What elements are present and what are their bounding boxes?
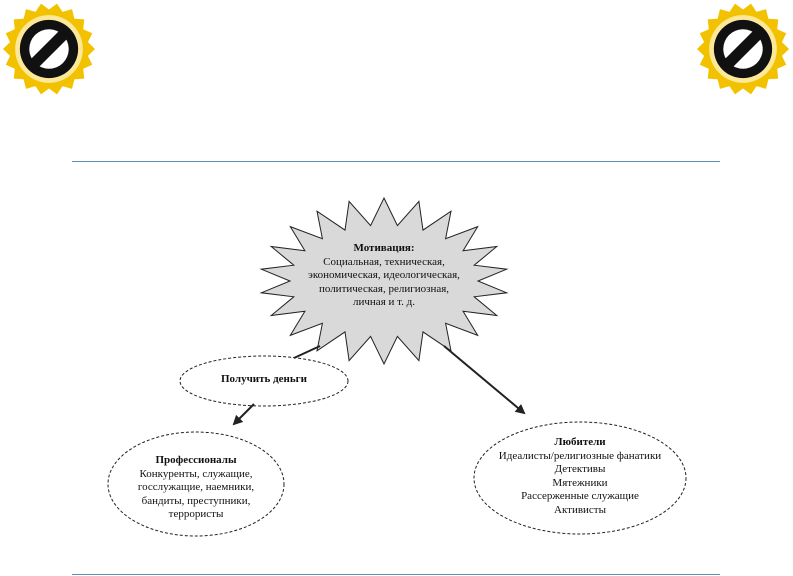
amateurs-title: Любители: [554, 436, 606, 448]
amateurs-label: [474, 436, 686, 517]
motivation-line: Социальная, техническая,: [323, 255, 445, 268]
professionals-title: Профессионалы: [155, 454, 237, 466]
money-label: [180, 373, 348, 387]
arrow-to-professionals: [234, 404, 254, 424]
professionals-label: [110, 454, 282, 522]
arrow-to-money: [294, 346, 320, 358]
professionals-line: госслужащие, наемники,: [137, 481, 255, 493]
amateurs-line: Детективы: [554, 463, 606, 475]
motivation-line: личная и т. д.: [353, 296, 415, 308]
amateurs-line: Мятежники: [552, 476, 608, 489]
professionals-line: бандиты, преступники,: [141, 494, 251, 507]
professionals-line: террористы: [168, 508, 224, 520]
amateurs-line: Рассерженные служащие: [521, 490, 639, 502]
motivation-line: политическая, религиозная,: [318, 282, 450, 295]
motivation-line: экономическая, идеологическая,: [308, 269, 460, 281]
professionals-line: Конкуренты, служащие,: [139, 467, 253, 480]
arrow-to-amateurs: [444, 346, 524, 413]
money-text: Получить деньги: [220, 373, 308, 385]
amateurs-line: Активисты: [554, 503, 606, 516]
motivation-title: Мотивация:: [353, 242, 415, 254]
motivation-label: [264, 242, 504, 310]
amateurs-line: Идеалисты/религиозные фанатики: [498, 449, 662, 462]
